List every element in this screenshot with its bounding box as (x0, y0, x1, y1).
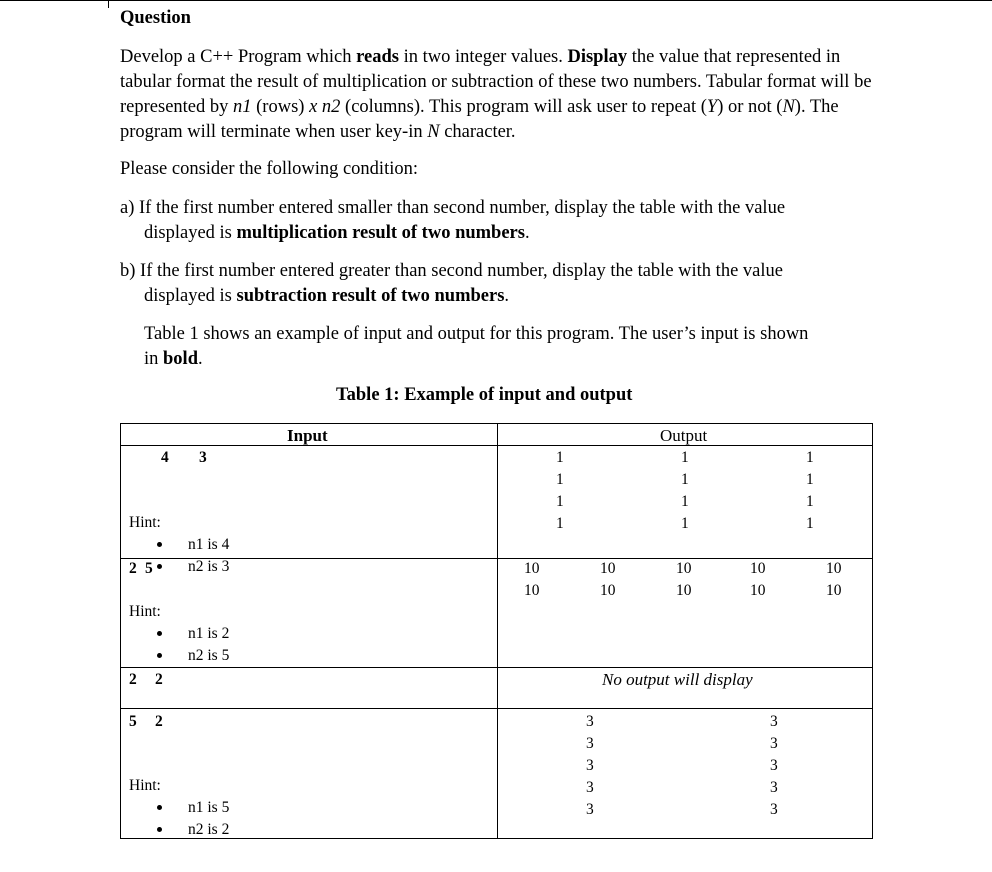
condition-a-text: displayed is (144, 223, 237, 243)
output-value: 3 (586, 757, 594, 774)
paragraph-segment: n1 (233, 97, 252, 117)
condition-b-end: . (504, 286, 510, 306)
output-value: 1 (681, 449, 689, 466)
output-value: 3 (770, 713, 778, 730)
condition-a-bold: multiplication result of two numbers (236, 223, 525, 243)
output-value: 1 (556, 449, 564, 466)
output-cell-1 (498, 446, 873, 559)
input-cell-4 (121, 709, 498, 839)
condition-b-line2 (120, 284, 880, 309)
output-value: 1 (681, 471, 689, 488)
output-value: 3 (770, 735, 778, 752)
hint-label: Hint: (129, 603, 161, 620)
table-note (144, 322, 884, 372)
input-header-label: Input (287, 426, 328, 445)
condition-b-line1: b) If the first number entered greater than second number, display the table with the value (120, 261, 783, 281)
condition-a-line2 (120, 221, 880, 246)
paragraph-segment: reads (356, 47, 399, 67)
output-value: 10 (524, 582, 540, 599)
output-value: 10 (600, 582, 616, 599)
condition-b (120, 259, 880, 309)
output-value: 3 (770, 757, 778, 774)
paragraph-segment: ). The program will terminate when user key-in (120, 97, 839, 142)
table-note-bold: bold (163, 349, 198, 369)
output-value: 3 (770, 801, 778, 818)
paragraph-segment: N (782, 97, 795, 117)
hint-item: n2 is 5 (188, 647, 230, 664)
input-cell-2 (121, 559, 498, 668)
bullet-icon (157, 653, 162, 658)
page-margin-mark (108, 0, 109, 8)
input-value-n2: 2 (155, 671, 163, 688)
condition-b-bold: subtraction result of two numbers (236, 286, 505, 306)
output-value: 1 (681, 493, 689, 510)
output-value: 1 (556, 493, 564, 510)
table-note-line2 (144, 347, 884, 372)
output-value: 3 (586, 713, 594, 730)
output-value: 10 (676, 582, 692, 599)
bullet-icon (157, 542, 162, 547)
output-value: 10 (524, 560, 540, 577)
question-heading: Question (120, 8, 191, 28)
example-table (120, 423, 873, 839)
hint-item: n2 is 2 (188, 821, 230, 838)
paragraph-segment: (columns). This program will ask user to repeat ( (340, 97, 707, 117)
input-value-n2: 5 (145, 560, 153, 577)
output-cell-2 (498, 559, 873, 668)
output-cell-3 (498, 668, 873, 709)
hint-item: n1 is 5 (188, 799, 230, 816)
output-value: 1 (806, 471, 814, 488)
table-caption: Table 1: Example of input and output (336, 385, 633, 405)
output-value: 3 (586, 779, 594, 796)
input-column-header (121, 424, 498, 446)
bullet-icon (157, 805, 162, 810)
output-value: 10 (750, 582, 766, 599)
output-value: 1 (681, 515, 689, 532)
output-cell-4 (498, 709, 873, 839)
no-output-message: No output will display (602, 670, 753, 689)
condition-a-end: . (524, 223, 530, 243)
output-header-label: Output (660, 426, 708, 445)
table-note-line1: Table 1 shows an example of input and output for this program. The user’s input is shown (144, 324, 809, 344)
condition-a-line1: a) If the first number entered smaller than second number, display the table with the value (120, 198, 786, 218)
output-value: 1 (806, 515, 814, 532)
output-value: 3 (770, 779, 778, 796)
input-value-n1: 2 (129, 671, 137, 688)
output-value: 10 (826, 582, 842, 599)
input-cell-1 (121, 446, 498, 575)
output-column-header (498, 424, 873, 446)
hint-item: n2 is 3 (188, 558, 230, 575)
paragraph-segment: (rows) (251, 97, 310, 117)
output-value: 3 (586, 735, 594, 752)
output-value: 1 (806, 449, 814, 466)
table-note-text: in (144, 349, 164, 369)
table-note-end: . (197, 349, 203, 369)
condition-b-text: displayed is (144, 286, 237, 306)
paragraph-segment: Display (567, 47, 628, 67)
condition-intro: Please consider the following condition: (120, 159, 418, 179)
paragraph-segment: the value that represented in tabular format the result of multiplication or subtraction of these two numbers. Tabular format will be represented by (120, 47, 872, 117)
input-value-n2: 3 (199, 449, 207, 466)
paragraph-segment: N (427, 122, 440, 142)
output-value: 1 (806, 493, 814, 510)
paragraph-segment: ) or not ( (717, 97, 783, 117)
output-value: 10 (750, 560, 766, 577)
input-value-n1: 4 (161, 449, 169, 466)
bullet-icon (157, 827, 162, 832)
output-value: 10 (600, 560, 616, 577)
input-cell-3 (121, 668, 498, 709)
paragraph-segment: in two integer values. (398, 47, 568, 67)
page-top-rule (0, 0, 992, 1)
input-value-n2: 2 (155, 713, 163, 730)
bullet-icon (157, 631, 162, 636)
paragraph-segment: Develop a C++ Program which (120, 47, 357, 67)
input-value-n1: 5 (129, 713, 137, 730)
output-value: 10 (826, 560, 842, 577)
output-value: 1 (556, 515, 564, 532)
paragraph-segment: Y (706, 97, 718, 117)
output-value: 1 (556, 471, 564, 488)
condition-a (120, 196, 880, 246)
paragraph-segment: x n2 (309, 97, 341, 117)
hint-label: Hint: (129, 777, 161, 794)
hint-item: n1 is 4 (188, 536, 230, 553)
paragraph-segment: character. (439, 122, 516, 142)
input-value-n1: 2 (129, 560, 137, 577)
output-value: 3 (586, 801, 594, 818)
hint-label: Hint: (129, 514, 161, 531)
output-value: 10 (676, 560, 692, 577)
question-paragraph (120, 45, 880, 145)
hint-item: n1 is 2 (188, 625, 230, 642)
